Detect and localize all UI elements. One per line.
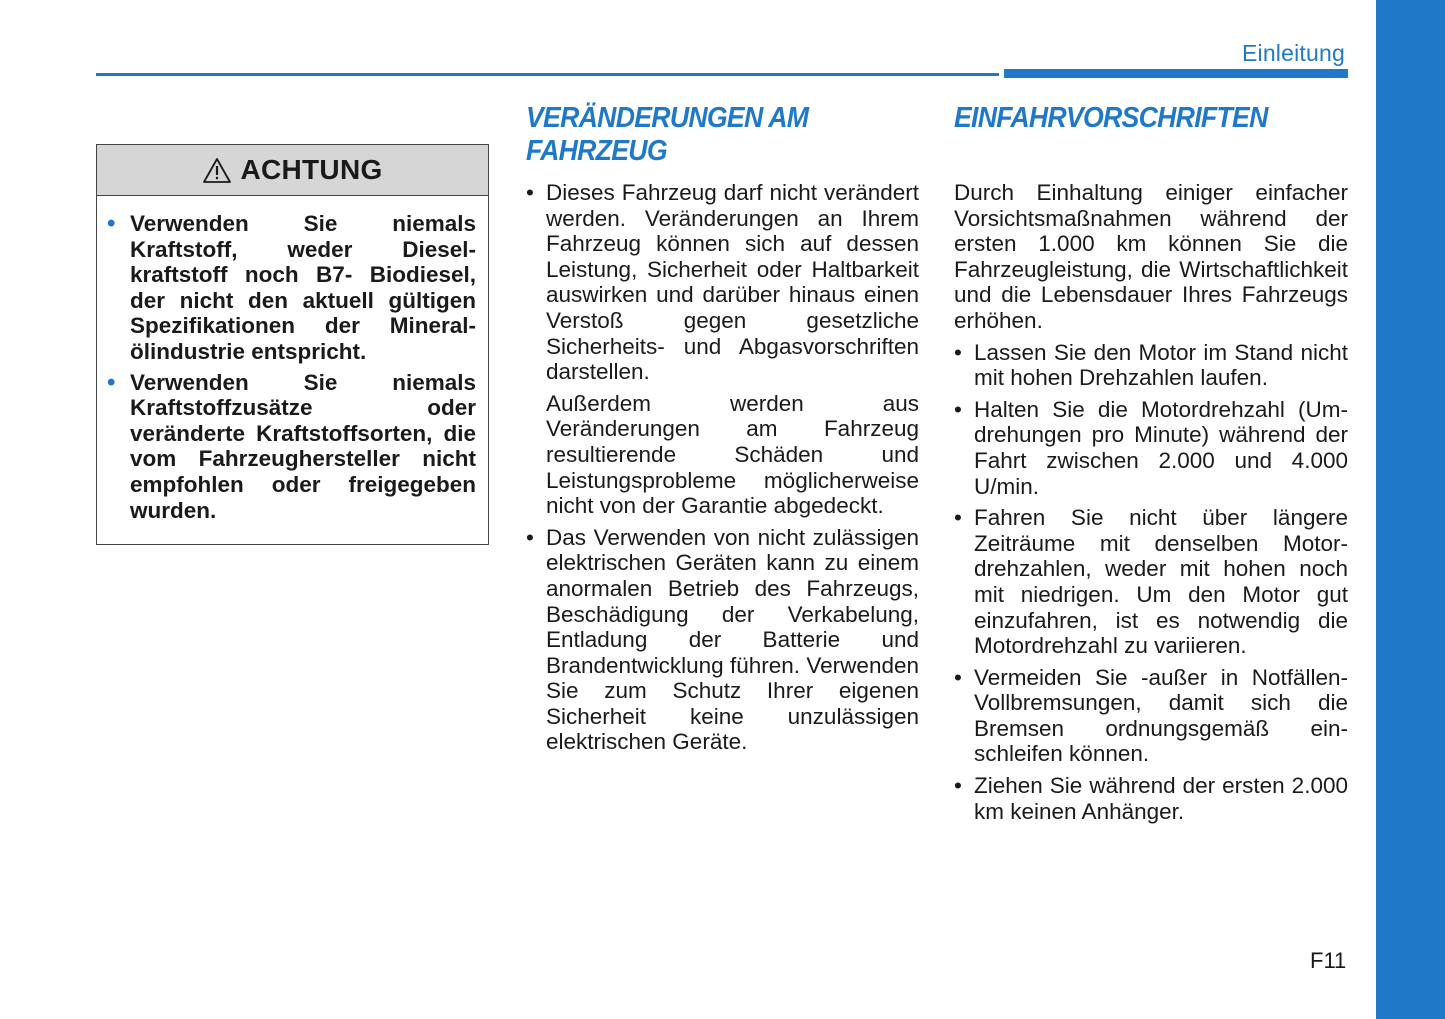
list-item: • Lassen Sie den Motor im Stand nicht mit hohen Drehzahlen laufen. <box>974 340 1348 391</box>
list-item-text: Dieses Fahrzeug darf nicht verändert werden. Veränderungen an Ihrem Fahrzeug können sich auf dessen Leistung, Sicherheit oder Haltbarkeit auswirken und darüber hinaus einen Verstoß gegen gesetzliche Sicherheits- und Abgasvorschriften darstellen. <box>546 180 919 385</box>
list-item <box>546 180 919 519</box>
list-item: • Fahren Sie nicht über längere Zeiträume mit denselben Motordrehzahlen, weder mit hohen noch mit niedrigen. Um den Motor gut einzufahren, ist es notwendig die Motordrehzahl zu variieren. <box>974 505 1348 659</box>
list-item: • Halten Sie die Motordrehzahl (Umdrehungen pro Minute) während der Fahrt zwischen 2.000 und 4.000 U/min. <box>974 397 1348 499</box>
page-number: F11 <box>1310 948 1347 973</box>
modifications-section <box>526 102 919 761</box>
list-item-text: Das Verwenden von nicht zulässigen elektrischen Geräten kann zu einem anormalen Betrieb des Fahrzeugs, Beschädigung der Verkabelung, Entladung der Batterie und Brandentwicklung führen. Verwenden Sie zum Schutz Ihrer eigenen Sicherheit keine unzulässigen elektrischen Geräte. <box>546 524 919 755</box>
modifications-title: VERÄNDERUNGEN AM FAHRZEUG <box>526 102 809 167</box>
section-header: Einleitung <box>1241 40 1345 66</box>
warning-title: ACHTUNG <box>240 154 383 185</box>
warning-item: • Verwenden Sie niemals Kraftstoff, weder Dieselkraftstoff noch B7- Biodiesel, der nicht den aktuell gültigen Spezifikationen der Mineralölindustrie entspricht. <box>130 211 476 365</box>
break-in-list <box>954 340 1348 825</box>
warning-list <box>97 196 488 523</box>
warning-item: • Verwenden Sie niemals Kraftstoffzusätze oder veränderte Kraftstoffsorten, die vom Fahrzeughersteller nicht empfohlen oder freigegeben wurden. <box>130 370 476 524</box>
list-item <box>546 525 919 755</box>
warning-header <box>97 145 488 196</box>
warning-triangle-icon <box>202 157 232 184</box>
side-tab-bar <box>1376 0 1445 1019</box>
break-in-intro: Durch Einhaltung einiger einfacher Vorsichtsmaßnahmen während der ersten 1.000 km können Sie die Fahrzeugleistung, die Wirtschaftlichkeit und die Lebensdauer Ihres Fahrzeugs erhöhen. <box>954 180 1348 333</box>
warning-box <box>96 144 489 545</box>
header-rule <box>96 73 999 76</box>
list-item: • Ziehen Sie während der ersten 2.000 km keinen Anhänger. <box>974 773 1348 824</box>
modifications-list <box>526 180 919 755</box>
header-rule-accent <box>1004 69 1348 78</box>
break-in-title: EINFAHRVORSCHRIFTEN <box>954 102 1268 134</box>
list-item-extra: Außerdem werden aus Veränderungen am Fahrzeug resultierende Schäden und Leistungsprobleme möglicherweise nicht von der Garantie abgedeckt. <box>546 390 919 519</box>
break-in-section <box>954 102 1348 830</box>
list-item: • Vermeiden Sie -außer in Notfällen- Vollbremsungen, damit sich die Bremsen ordnungsgemäß einschleifen können. <box>974 665 1348 767</box>
